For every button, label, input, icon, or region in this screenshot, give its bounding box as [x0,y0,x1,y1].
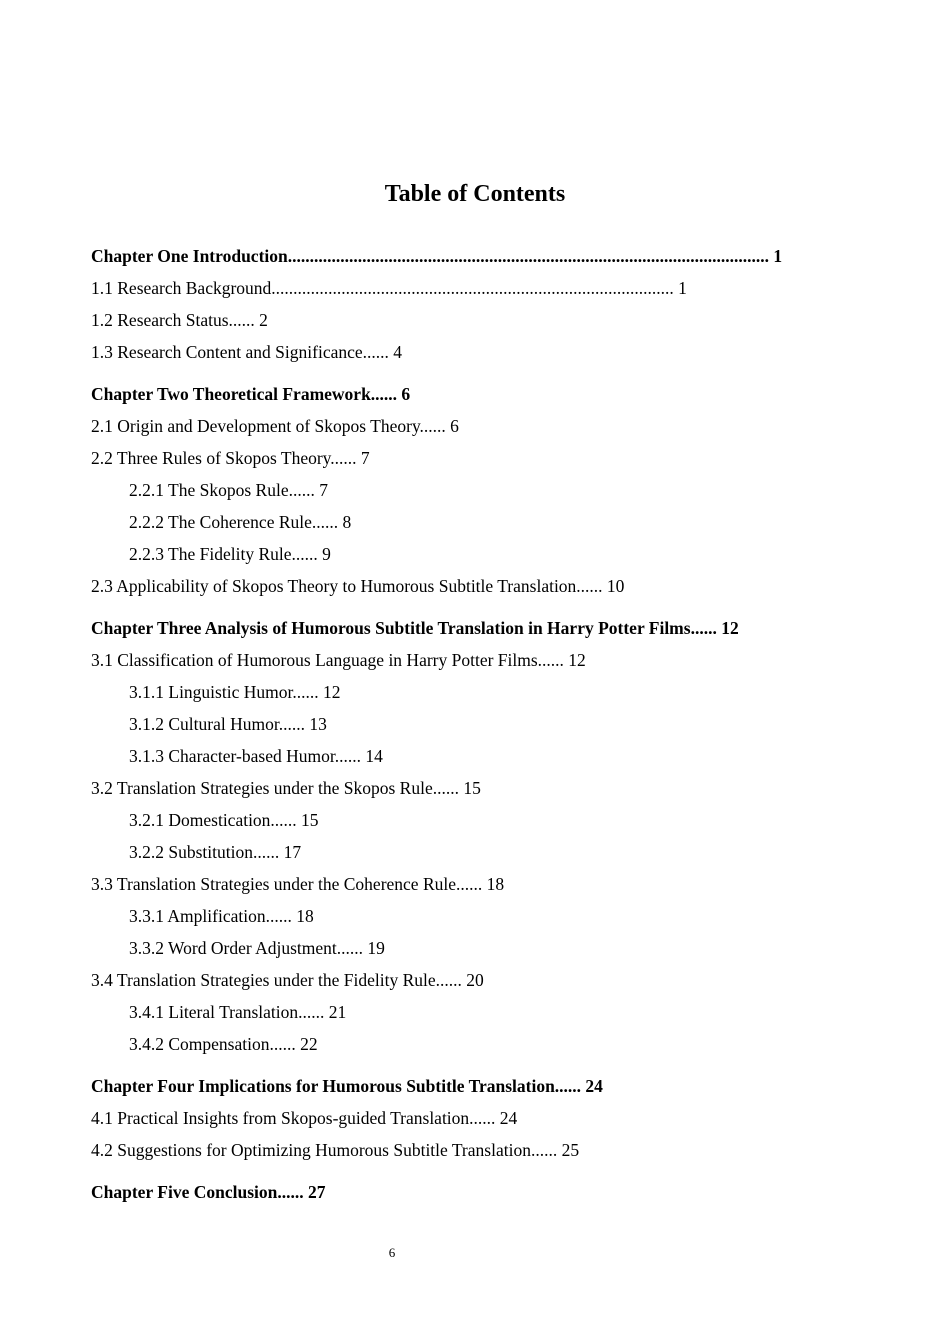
toc-subsection-2-2-3[interactable]: 2.2.3 The Fidelity Rule...... 9 [129,544,331,564]
toc-section-4-2[interactable]: 4.2 Suggestions for Optimizing Humorous Subtitle Translation...... 25 [91,1140,580,1160]
toc-section-2-2[interactable]: 2.2 Three Rules of Skopos Theory...... 7 [91,448,370,468]
page-number: 6 [388,1245,396,1260]
toc-section-3-3[interactable]: 3.3 Translation Strategies under the Coherence Rule...... 18 [91,874,505,894]
toc-section-3-4[interactable]: 3.4 Translation Strategies under the Fidelity Rule...... 20 [91,970,484,990]
toc-subsection-3-1-3[interactable]: 3.1.3 Character-based Humor...... 14 [129,746,383,766]
toc-subsection-3-4-2[interactable]: 3.4.2 Compensation...... 22 [129,1034,318,1054]
page-title: Table of Contents [384,181,566,207]
toc-subsection-3-2-1[interactable]: 3.2.1 Domestication...... 15 [129,810,319,830]
toc-chapter-2[interactable]: Chapter Two Theoretical Framework...... 6 [91,384,411,404]
toc-chapter-4[interactable]: Chapter Four Implications for Humorous Subtitle Translation...... 24 [91,1076,603,1096]
toc-section-2-1[interactable]: 2.1 Origin and Development of Skopos Theory...... 6 [91,416,459,436]
toc-subsection-3-1-1[interactable]: 3.1.1 Linguistic Humor...... 12 [129,682,341,702]
toc-section-1-1[interactable]: 1.1 Research Background............................................................................................ 1 [91,278,687,298]
toc-section-3-1[interactable]: 3.1 Classification of Humorous Language in Harry Potter Films...... 12 [91,650,586,670]
toc-subsection-3-3-2[interactable]: 3.3.2 Word Order Adjustment...... 19 [129,938,385,958]
toc-subsection-3-3-1[interactable]: 3.3.1 Amplification...... 18 [129,906,314,926]
toc-subsection-2-2-2[interactable]: 2.2.2 The Coherence Rule...... 8 [129,512,352,532]
table-of-contents [91,245,861,1213]
toc-chapter-3[interactable]: Chapter Three Analysis of Humorous Subtitle Translation in Harry Potter Films...... 12 [91,618,739,638]
toc-section-1-2[interactable]: 1.2 Research Status...... 2 [91,310,268,330]
toc-subsection-3-2-2[interactable]: 3.2.2 Substitution...... 17 [129,842,302,862]
toc-subsection-3-1-2[interactable]: 3.1.2 Cultural Humor...... 13 [129,714,327,734]
toc-subsection-3-4-1[interactable]: 3.4.1 Literal Translation...... 21 [129,1002,347,1022]
toc-section-4-1[interactable]: 4.1 Practical Insights from Skopos-guided Translation...... 24 [91,1108,518,1128]
toc-subsection-2-2-1[interactable]: 2.2.1 The Skopos Rule...... 7 [129,480,328,500]
toc-chapter-1[interactable]: Chapter One Introduction.............................................................................................................. 1 [91,246,783,266]
toc-section-1-3[interactable]: 1.3 Research Content and Significance...... 4 [91,342,403,362]
toc-section-2-3[interactable]: 2.3 Applicability of Skopos Theory to Humorous Subtitle Translation...... 10 [91,576,625,596]
toc-section-3-2[interactable]: 3.2 Translation Strategies under the Skopos Rule...... 15 [91,778,481,798]
toc-chapter-5[interactable]: Chapter Five Conclusion...... 27 [91,1182,326,1202]
